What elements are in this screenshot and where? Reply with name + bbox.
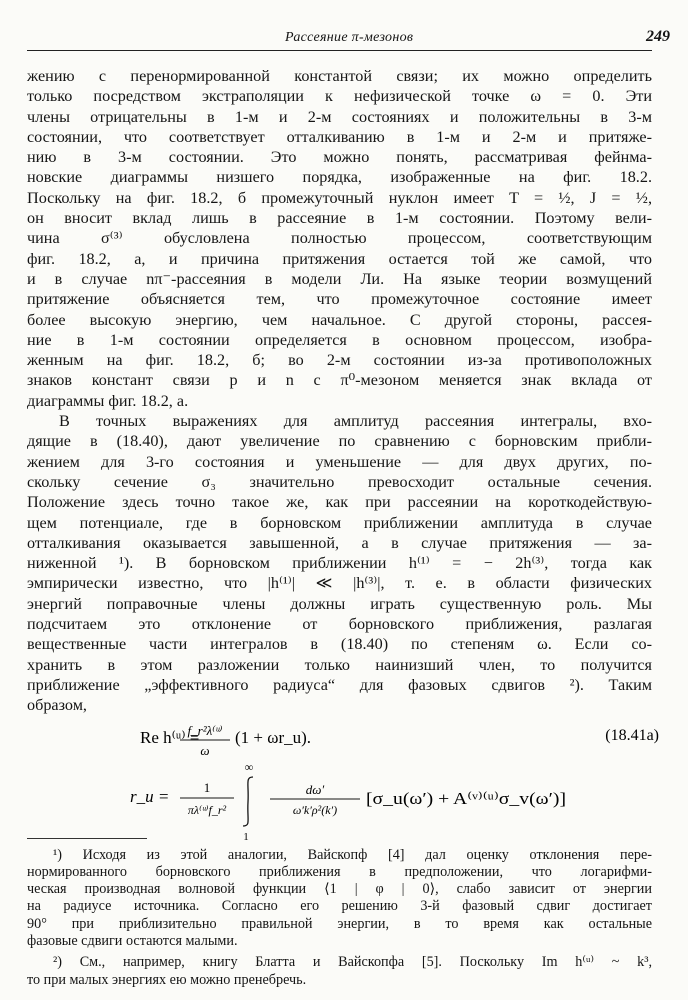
eq1-lhs: Re h⁽ᵘ⁾ = <box>140 727 200 747</box>
equation-number: (18.41а) <box>605 726 659 744</box>
text-line: Поскольку на фиг. 18.2, б промежуточный нуклон имеет T = ½, J = ½, <box>27 188 652 207</box>
text-line: энергий поправочные члены должны играть существенную роль. Мы <box>27 594 652 613</box>
footnote-line: 90° при приблизительно правильной энергии, в то время как остальные <box>27 915 652 932</box>
main-text <box>27 66 659 843</box>
text-line: члены отрицательны в 1-м и 2-м состояниях и положительны в 3-м <box>27 107 652 126</box>
text-line: подсчитаем это отклонение от борновского приближения, разлагая <box>27 615 652 634</box>
text-line: и в случае nπ⁻-рассеяния в модели Ли. На языке теории возмущений <box>27 269 652 288</box>
text-line: знаков констант связи p и n с π⁰-мезоном меняется знак вклада от <box>27 371 652 390</box>
text-line: отталкивания оказывается завышенной, а в случае притяжения — за- <box>27 533 652 552</box>
integral-sign <box>243 777 253 826</box>
integrand-denominator: ω′k′ρ²(k′) <box>292 802 338 817</box>
text-line: жением для 3-го состояния и уменьшение — для двух других, по- <box>27 452 652 471</box>
running-title: Рассеяние π-мезонов <box>285 30 414 45</box>
text-line: жению с перенормированной константой связи; их можно определить <box>27 67 652 85</box>
text-line: ниженной ¹). В борновском приближении h⁽¹⁾ = − 2h⁽³⁾, тогда как <box>27 554 652 573</box>
footnote-line: фазовые сдвиги остаются малыми. <box>27 932 238 949</box>
text-line: щем потенциале, где в борновском приближении амплитуда в случае <box>27 513 652 532</box>
text-line: новские диаграммы низшего порядка, изображенные на фиг. 18.2. <box>27 168 652 187</box>
eq1-denominator: ω <box>200 742 210 758</box>
integrand-numerator: dω′ <box>305 781 325 797</box>
text-line: он вносит вклад лишь в рассеяние в 1-м состоянии. Поэтому вели- <box>27 209 652 228</box>
running-header <box>27 26 670 51</box>
text-line: образом, <box>27 696 87 715</box>
text-line: вещественные части интегралов в (18.40) по степеням ω. Если со- <box>27 635 652 654</box>
text-line: приближение „эффективного радиуса“ для фазовых сдвигов ²). Таким <box>27 675 652 694</box>
footnote-line: на радиусе источника. Согласно его решению 3-й фазовый сдвиг достигает <box>27 898 652 915</box>
equations-svg <box>27 722 659 843</box>
eq2-bracket-term: [σ_u(ω′) + A⁽ᵛ⁾⁽ᵘ⁾σ_v(ω′)] <box>366 788 566 808</box>
text-line: более высокую энергию, чем начальное. С другой стороны, рассея- <box>27 310 652 329</box>
integral-lower-limit: 1 <box>243 830 249 843</box>
footnote-line: ²) См., например, книгу Блатта и Вайскопфа [5]. Поскольку Im h⁽ᵘ⁾ ~ k³, <box>53 954 652 971</box>
footnote-separator <box>27 838 147 839</box>
paragraph-1 <box>27 66 652 411</box>
footnote-line: ческая производная волновой функции ⟨1 | φ | 0⟩, слабо зависит от энергии <box>27 881 652 898</box>
paragraph-2 <box>27 411 652 715</box>
text-line: женным на фиг. 18.2, б; во 2-м состоянии из-за противоположных <box>27 351 652 370</box>
eq1-rhs: (1 + ωr_u). <box>235 727 312 747</box>
text-line: эмпирически известно, что |h⁽¹⁾| ≪ |h⁽³⁾|, т. е. в области физических <box>27 574 652 593</box>
text-line: ние в 1-м состоянии определяется в основном процессом, изобра- <box>27 330 652 349</box>
footnotes <box>27 847 652 989</box>
text-line: состоянии, что соответствует отталкиванию в 1-м и 2-м и притяже- <box>27 127 652 146</box>
eq2-numerator: 1 <box>203 779 211 795</box>
text-line: нию в 3-м состоянии. Это можно понять, рассматривая фейнма- <box>27 148 652 167</box>
footnote-line: то при малых энергиях ею можно пренебречь. <box>27 971 307 988</box>
text-line: хранить в этом разложении только наинизший член, то получится <box>27 655 652 674</box>
page-number: 249 <box>646 28 670 45</box>
text-line: диаграммы фиг. 18.2, а. <box>27 391 189 410</box>
footnote-2 <box>27 954 652 989</box>
text-line: Положение здесь точно такое же, как при рассеянии на короткодействую- <box>27 493 652 512</box>
eq2-lhs: r_u = <box>130 786 170 806</box>
eq1-numerator: f_r²λ⁽ᵘ⁾ <box>187 722 223 738</box>
text-line: В точных выражениях для амплитуд рассеяния интегралы, вхо- <box>59 412 652 431</box>
footnote-line: ¹) Исходя из этой аналогии, Вайскопф [4] дал оценку отклонения пере- <box>53 846 652 863</box>
book-page <box>27 26 670 989</box>
equation-block <box>27 722 659 843</box>
footnote-line: нормированного борновского приближения в предположении, что логарифми- <box>27 863 652 880</box>
text-line: притяжение объясняется тем, что промежуточное состояние имеет <box>27 290 652 309</box>
text-line: скольку сечение σ₃ значительно превосходит остальные сечения. <box>27 472 652 491</box>
eq2-denominator: πλ⁽ᵘ⁾f_r² <box>187 802 227 817</box>
text-line: дящие в (18.40), дают увеличение по сравнению с борновским прибли- <box>27 432 652 451</box>
text-line: фиг. 18.2, а, и причина притяжения остается той же самой, что <box>27 249 652 268</box>
footnote-1 <box>27 847 652 951</box>
text-line: чина σ⁽³⁾ обусловлена полностью процессом, соответствующим <box>27 229 652 248</box>
text-line: только посредством экстраполяции к нефизической точке ω = 0. Эти <box>27 87 652 106</box>
integral-upper-limit: ∞ <box>244 759 254 774</box>
